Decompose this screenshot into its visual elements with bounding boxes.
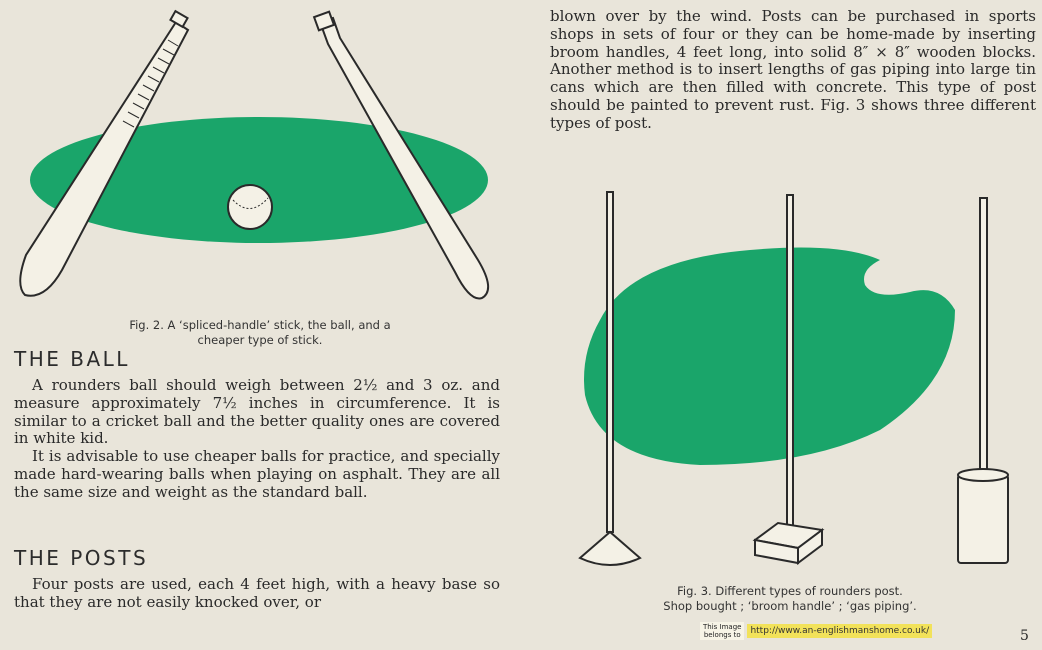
right-column-text [550,8,1036,133]
watermark-label [700,622,744,640]
ball-paragraph-2: It is advisable to use cheaper balls for practice, and specially made hard-wearing balls when playing on asphalt. They are all the same size and weight as the standard ball. [14,447,500,501]
fig2-caption-line2: cheaper type of stick. [197,333,323,347]
fig3-caption [560,584,1020,614]
fig3-green-palette [584,248,955,465]
rounders-ball [228,185,272,229]
fig2-caption [20,318,500,348]
posts-continued-paragraph: blown over by the wind. Posts can be purchased in sports shops in sets of four or they can be home-made by inserting broom handles, 4 feet long, into solid 8″ × 8″ wooden blocks. Another method is to insert lengths of gas piping into large tin cans which are then filled with concrete. This type of post should be painted to prevent rust. Fig. 3 shows three different types of post. [550,7,1036,132]
fig3-caption-line2: Shop bought ; ‘broom handle’ ; ‘gas piping’. [663,599,917,613]
ball-paragraph-1: A rounders ball should weigh between 2½ and 3 oz. and measure approximately 7½ inches in circumference. It is similar to a cricket ball and the better quality ones are covered in white kid. [14,376,500,448]
watermark-label-line2: belongs to [703,631,741,639]
watermark [700,621,932,641]
fig2-illustration [0,0,520,320]
posts-paragraph-1: Four posts are used, each 4 feet high, with a heavy base so that they are not easily knocked over, or [14,575,500,611]
fig3-caption-line1: Fig. 3. Different types of rounders post. [677,584,903,598]
fig2-caption-line1: Fig. 2. A ‘spliced-handle’ stick, the ball, and a [129,318,391,332]
posts-heading: THE POSTS [14,546,149,570]
ball-heading: THE BALL [14,347,130,371]
gas-piping-post [958,198,1008,563]
posts-text [14,576,500,612]
ball-text [14,377,500,502]
page-number: 5 [1020,628,1029,644]
watermark-url[interactable]: http://www.an-englishmanshome.co.uk/ [747,624,932,638]
fig3-illustration [560,180,1040,580]
watermark-label-line1: This Image [703,623,742,631]
